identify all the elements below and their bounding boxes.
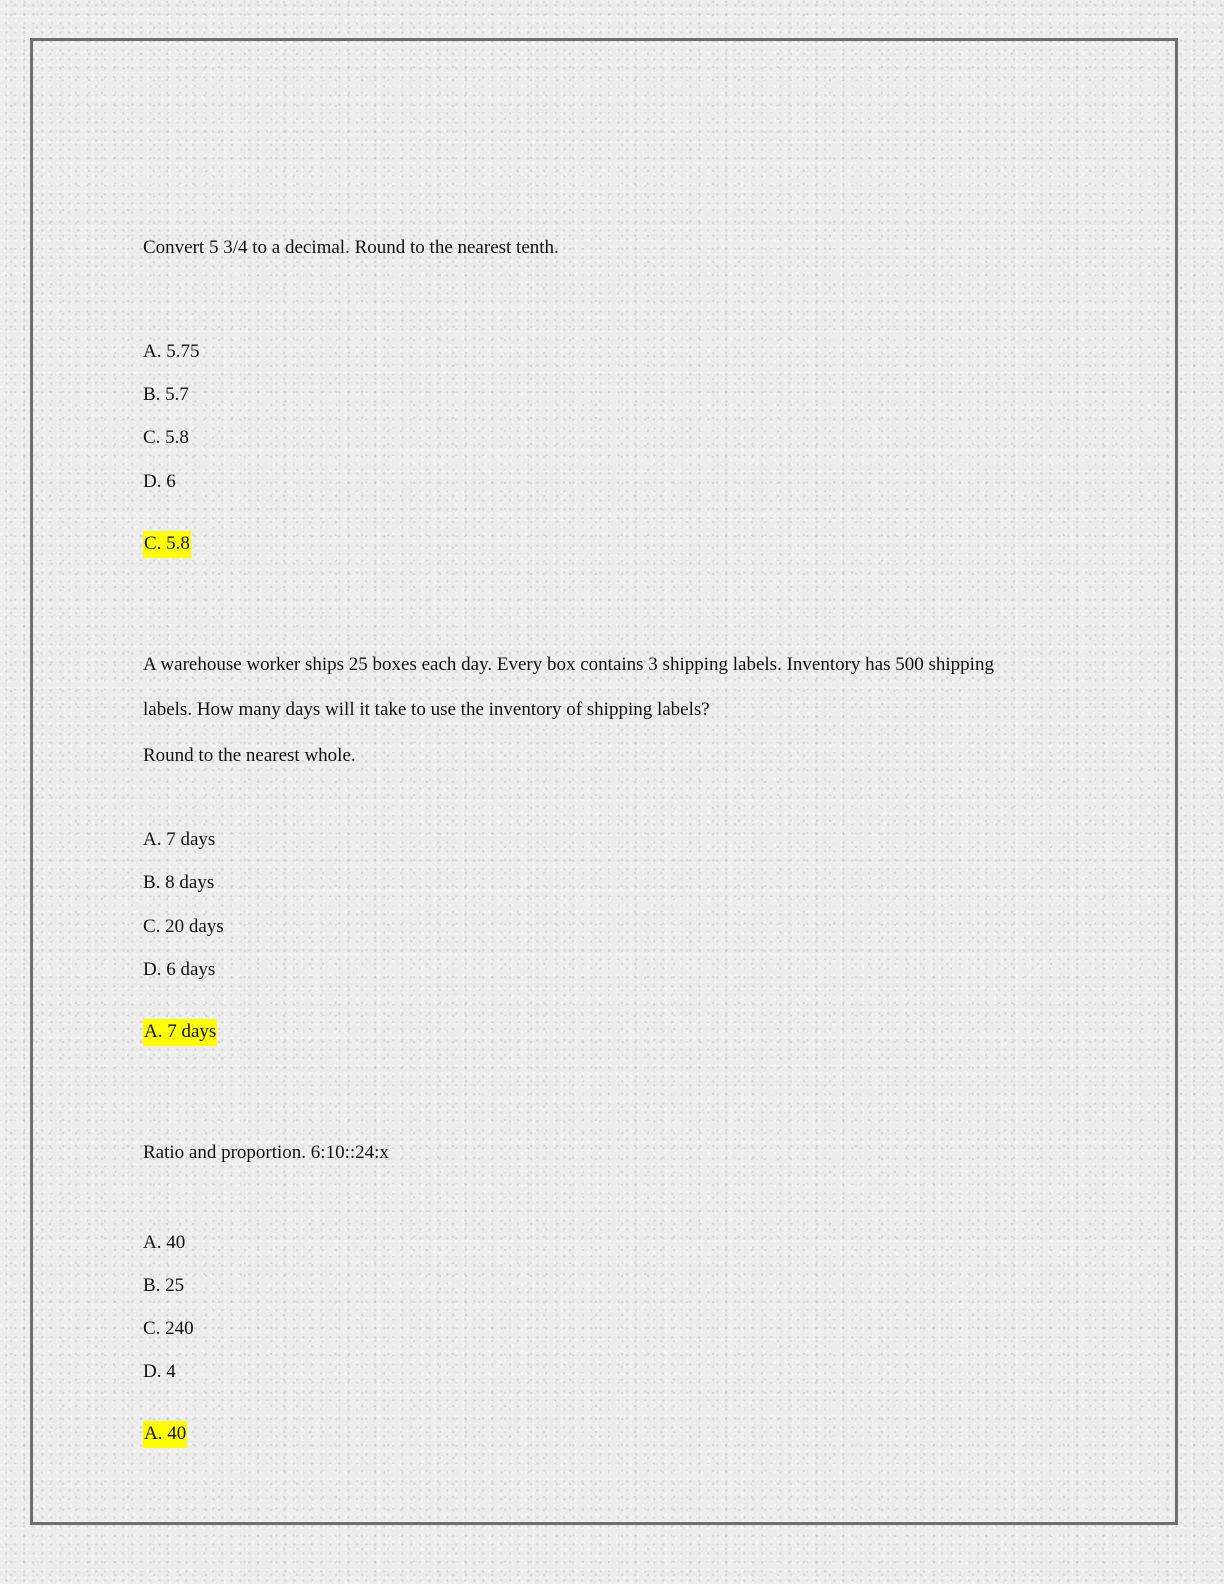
question-2-prompt-line-2: labels. How many days will it take to use the inventory of shipping labels? [143,699,710,720]
question-2-prompt-line-3: Round to the nearest whole. [143,745,356,766]
question-2-answer: A. 7 days [143,1020,217,1044]
page-border [30,38,1178,1525]
question-2-prompt-line-1: A warehouse worker ships 25 boxes each day. Every box contains 3 shipping labels. Inventory has 500 shipping [143,654,994,675]
question-1-option-d: D. 6 [143,471,176,492]
question-3-option-b: B. 25 [143,1275,185,1296]
question-2-option-b: B. 8 days [143,872,215,893]
question-3-option-d: D. 4 [143,1361,176,1382]
question-3-answer: A. 40 [143,1422,187,1446]
question-1-option-a: A. 5.75 [143,341,200,362]
question-3-prompt: Ratio and proportion. 6:10::24:x [143,1142,389,1163]
question-1-prompt: Convert 5 3/4 to a decimal. Round to the nearest tenth. [143,237,559,258]
question-1-answer: C. 5.8 [143,532,191,556]
question-2-option-a: A. 7 days [143,829,216,850]
question-3-option-a: A. 40 [143,1232,186,1253]
question-1-option-c: C. 5.8 [143,427,189,448]
question-3-option-c: C. 240 [143,1318,194,1339]
question-2-option-d: D. 6 days [143,959,216,980]
question-1-option-b: B. 5.7 [143,384,189,405]
question-2-option-c: C. 20 days [143,916,224,937]
